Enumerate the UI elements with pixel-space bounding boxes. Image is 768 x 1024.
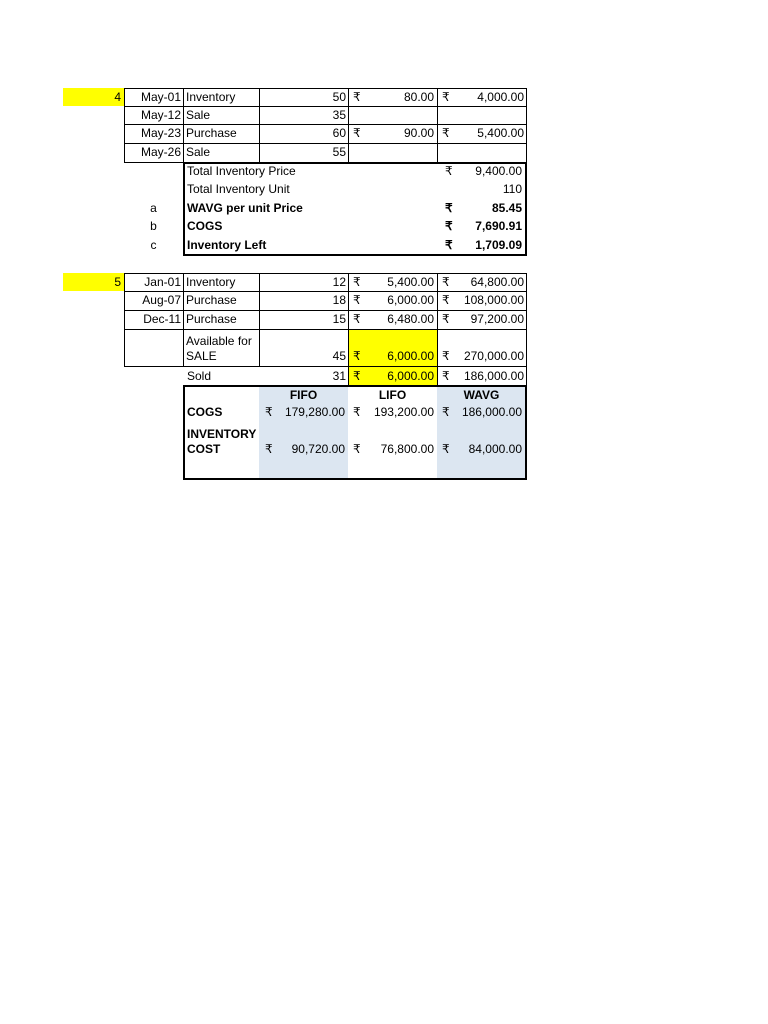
table-cell-rate[interactable]: 6,480.00 <box>387 312 434 326</box>
rupee-symbol: ₹ <box>353 293 361 307</box>
table-cell-qty[interactable]: 35 <box>332 108 346 122</box>
summary-label-wavg[interactable]: WAVG per unit Price <box>187 201 303 215</box>
rupee-symbol: ₹ <box>442 90 450 104</box>
rupee-symbol: ₹ <box>353 349 361 363</box>
table-cell-date[interactable]: Dec-11 <box>143 312 181 326</box>
rupee-symbol: ₹ <box>353 312 361 326</box>
summary-value-total-price[interactable]: 9,400.00 <box>475 164 522 178</box>
rupee-symbol: ₹ <box>353 126 361 140</box>
rupee-symbol: ₹ <box>265 405 273 419</box>
table-cell-date[interactable]: Aug-07 <box>142 293 181 307</box>
rupee-symbol: ₹ <box>445 164 453 178</box>
rupee-symbol: ₹ <box>353 442 361 456</box>
cogs-wavg[interactable]: 186,000.00 <box>461 405 522 419</box>
rupee-symbol: ₹ <box>353 275 361 289</box>
cogs-lifo[interactable]: 193,200.00 <box>373 405 434 419</box>
rupee-symbol: ₹ <box>445 219 453 233</box>
inventory-cost-wavg[interactable]: 84,000.00 <box>468 442 522 456</box>
summary-label-cogs[interactable]: COGS <box>187 219 223 233</box>
inventory-cost-lifo[interactable]: 76,800.00 <box>380 442 434 456</box>
table-cell-type[interactable]: Inventory <box>186 275 236 289</box>
table-cell-amount[interactable]: 4,000.00 <box>477 90 524 104</box>
rupee-symbol: ₹ <box>353 405 361 419</box>
inventory-cost-fifo[interactable]: 90,720.00 <box>291 442 345 456</box>
table-cell-qty[interactable]: 15 <box>332 312 346 326</box>
available-for-sale-label[interactable]: Available for SALE <box>186 334 252 363</box>
table-cell-amount[interactable]: 5,400.00 <box>477 126 524 140</box>
table-cell-type[interactable]: Purchase <box>186 126 237 140</box>
grid-line <box>437 88 438 163</box>
section-4-number[interactable]: 4 <box>63 88 124 106</box>
table-cell-date[interactable]: May-23 <box>140 126 181 140</box>
rupee-symbol: ₹ <box>442 369 450 383</box>
sold-qty[interactable]: 31 <box>332 369 346 383</box>
rupee-symbol: ₹ <box>445 238 453 252</box>
available-rate[interactable]: 6,000.00 <box>387 349 434 363</box>
section-5-number[interactable]: 5 <box>63 273 124 291</box>
inventory-cost-label[interactable]: INVENTORY COST <box>187 427 257 456</box>
table-cell-qty[interactable]: 60 <box>332 126 346 140</box>
rupee-symbol: ₹ <box>442 275 450 289</box>
table-cell-rate[interactable]: 90.00 <box>403 126 434 140</box>
table-cell-rate[interactable]: 6,000.00 <box>387 293 434 307</box>
table-cell-qty[interactable]: 50 <box>332 90 346 104</box>
header-wavg[interactable]: WAVG <box>463 388 500 402</box>
table-cell-rate[interactable]: 80.00 <box>403 90 434 104</box>
summary-letter-b: b <box>150 219 157 233</box>
summary-letter-a: a <box>150 201 157 215</box>
summary-label-inventory-left[interactable]: Inventory Left <box>187 238 267 252</box>
rupee-symbol: ₹ <box>442 405 450 419</box>
cogs-label[interactable]: COGS <box>187 405 223 419</box>
rupee-symbol: ₹ <box>353 90 361 104</box>
rupee-symbol: ₹ <box>445 201 453 215</box>
table-cell-type[interactable]: Sale <box>186 145 211 159</box>
rupee-symbol: ₹ <box>442 442 450 456</box>
header-fifo[interactable]: FIFO <box>289 388 318 402</box>
available-qty[interactable]: 45 <box>332 349 346 363</box>
rupee-symbol: ₹ <box>442 312 450 326</box>
table-cell-amount[interactable]: 97,200.00 <box>470 312 524 326</box>
sold-amount[interactable]: 186,000.00 <box>463 369 524 383</box>
summary-value-cogs[interactable]: 7,690.91 <box>475 219 522 233</box>
header-lifo[interactable]: LIFO <box>378 388 407 402</box>
table-cell-date[interactable]: May-26 <box>140 145 181 159</box>
table-cell-amount[interactable]: 64,800.00 <box>470 275 524 289</box>
summary-label-total-unit[interactable]: Total Inventory Unit <box>187 182 290 196</box>
summary-letter-c: c <box>150 238 157 252</box>
grid-line <box>437 273 438 386</box>
sold-rate[interactable]: 6,000.00 <box>387 369 434 383</box>
summary-value-inventory-left[interactable]: 1,709.09 <box>475 238 522 252</box>
table-cell-date[interactable]: Jan-01 <box>144 275 181 289</box>
table-cell-date[interactable]: May-01 <box>140 90 181 104</box>
table-cell-type[interactable]: Purchase <box>186 293 237 307</box>
rupee-symbol: ₹ <box>353 369 361 383</box>
table-cell-date[interactable]: May-12 <box>140 108 181 122</box>
available-amount[interactable]: 270,000.00 <box>463 349 524 363</box>
rupee-symbol: ₹ <box>265 442 273 456</box>
summary-value-wavg[interactable]: 85.45 <box>491 201 522 215</box>
sold-label[interactable]: Sold <box>187 369 212 383</box>
table-cell-qty[interactable]: 55 <box>332 145 346 159</box>
rupee-symbol: ₹ <box>442 293 450 307</box>
table-cell-type[interactable]: Purchase <box>186 312 237 326</box>
summary-value-total-unit[interactable]: 110 <box>502 182 522 196</box>
cogs-fifo[interactable]: 179,280.00 <box>284 405 345 419</box>
table-cell-amount[interactable]: 108,000.00 <box>463 293 524 307</box>
grid-line <box>124 329 527 330</box>
table-cell-qty[interactable]: 12 <box>332 275 346 289</box>
summary-label-total-price[interactable]: Total Inventory Price <box>187 164 296 178</box>
rupee-symbol: ₹ <box>442 349 450 363</box>
table-cell-type[interactable]: Inventory <box>186 90 236 104</box>
rupee-symbol: ₹ <box>442 126 450 140</box>
table-cell-rate[interactable]: 5,400.00 <box>387 275 434 289</box>
table-cell-qty[interactable]: 18 <box>332 293 346 307</box>
table-cell-type[interactable]: Sale <box>186 108 211 122</box>
